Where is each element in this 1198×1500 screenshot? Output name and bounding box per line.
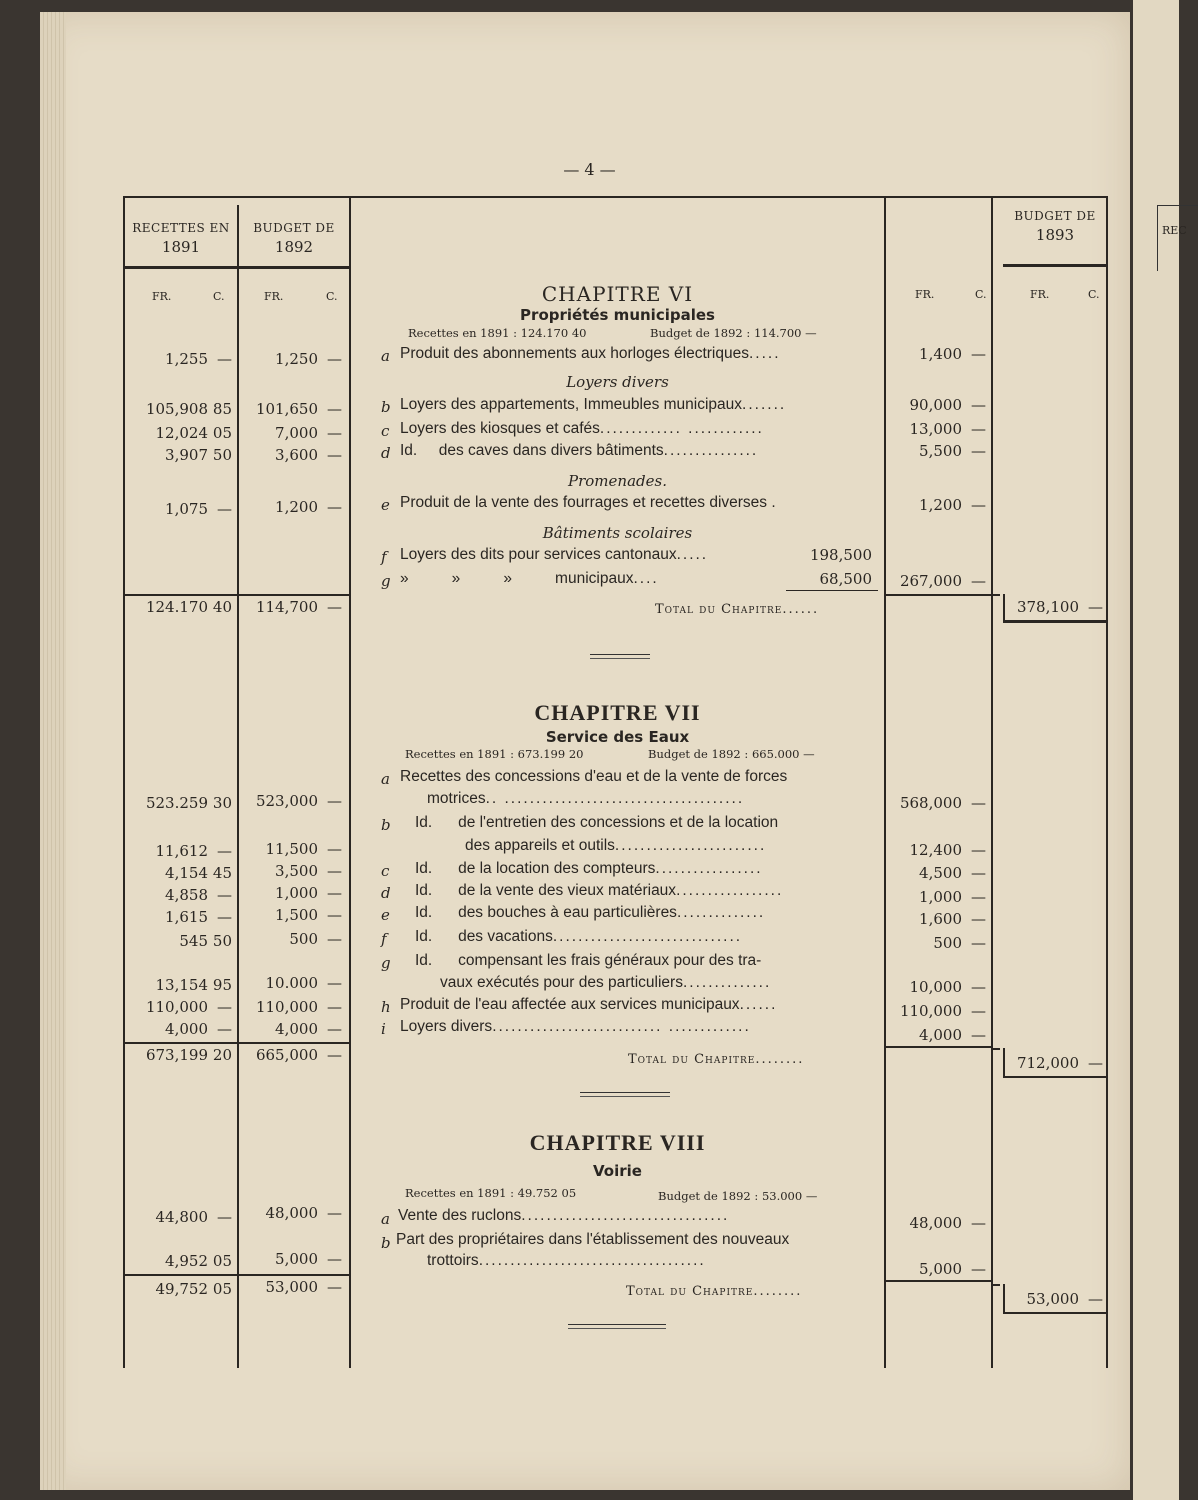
table-row-7d-1891: 4,858 — [165,886,232,904]
table-row-7b-letter: b [381,816,391,834]
table-row-8b-1892: 5,000 — [275,1250,342,1268]
chapter-7-recettes-note: Recettes en 1891 : 673.199 20 [405,747,584,761]
chapter-7-subtitle: Service des Eaux [545,728,690,746]
table-row-7c-1891: 4,154 45 [165,864,232,882]
header-budget-1893 [1000,210,1110,244]
table-row-7f-1891: 545 50 [179,932,232,950]
table-row-7e-1892: 1,500 — [275,906,342,924]
table-row-6b-1892: 101,650 — [255,400,342,418]
subtotal-rule-6 [786,590,878,591]
table-row-7a-text-cont: motrices.. ...................................... [427,790,745,807]
facing-page-header [1157,205,1198,271]
total-7-1892: 665,000 — [255,1046,342,1064]
chapter-8-subtitle: Voirie [593,1162,642,1180]
table-row-8a-1893: 48,000 — [909,1214,986,1232]
table-row-7g-1892: 10.000 — [265,974,342,992]
table-row-6d-1892: 3,600 — [275,446,342,464]
table-row-7f-1892: 500 — [289,930,342,948]
table-row-6c-1893: 13,000 — [909,420,986,438]
header-budget-1893-label: BUDGET DE [1014,209,1096,223]
table-top-rule [123,196,1108,198]
chapter-7-title: CHAPITRE VII [534,700,701,725]
header-recettes-1891 [127,222,235,256]
table-row-6c-letter: c [381,422,390,440]
col-rule-right [1106,196,1108,1368]
table-row-7h-1893: 110,000 — [899,1002,986,1020]
table-row-7a-1892: 523,000 — [255,792,342,810]
table-row-7c-text: Id. de la location des compteurs................. [415,860,763,877]
total-6-1891: 124.170 40 [145,598,232,616]
table-row-6e-text: Produit de la vente des fourrages et recettes diverses . [400,494,776,511]
table-row-6d-letter: d [381,444,391,462]
ornament-rule-8 [568,1324,666,1329]
table-row-7g-text: Id. compensant les frais généraux pour des tra- [415,952,762,969]
total-rule-7-mid [884,1046,991,1048]
chapter-6-recettes-note: Recettes en 1891 : 124.170 40 [408,326,587,340]
col-rule-left [123,196,125,1368]
table-row-7a-letter: a [381,770,390,788]
total-6-1893: 378,100 — [1016,598,1103,616]
table-row-6a-1892: 1,250 — [275,350,342,368]
table-row-7g-1893: 10,000 — [909,978,986,996]
table-row-8b-text-cont: trottoirs.................................... [427,1252,706,1269]
header-budget-1892-label: BUDGET DE [253,221,335,235]
total-rule-8-mid [884,1280,991,1282]
table-row-7d-letter: d [381,884,391,902]
table-row-7b-1893: 12,400 — [909,841,986,859]
table-row-7b-text-cont: des appareils et outils........................ [465,837,767,854]
table-row-6g-letter: g [381,572,391,590]
table-row-8a-1891: 44,800 — [155,1208,232,1226]
header-budget-1892 [240,222,348,256]
table-row-7d-1893: 1,000 — [919,888,986,906]
table-row-7h-text: Produit de l'eau affectée aux services municipaux...... [400,996,778,1013]
table-row-7c-letter: c [381,862,390,880]
table-row-6b-1891: 105,908 85 [145,400,232,418]
total-7-1893: 712,000 — [1016,1054,1103,1072]
table-row-6b-text: Loyers des appartements, Immeubles municipaux....... [400,396,787,413]
table-row-7a-1891: 523.259 30 [145,794,232,812]
table-row-7f-letter: f [381,930,387,948]
c-label-col2: C. [326,290,338,303]
section-loyers-divers: Loyers divers [566,373,669,391]
total-7-double-rule [1003,1076,1106,1078]
total-rule-8-left [125,1274,349,1276]
table-row-8b-1893: 5,000 — [919,1260,986,1278]
c-label-col3: C. [975,288,987,301]
table-row-8a-text: Vente des ruclons................................. [398,1207,730,1224]
table-row-6d-text: Id. des caves dans divers bâtiments............... [400,442,759,459]
col-rule-1 [237,205,239,1368]
fr-label-col1: FR. [152,290,172,303]
table-row-7a-1893: 568,000 — [899,794,986,812]
table-row-7f-1893: 500 — [933,934,986,952]
table-row-6f-letter: f [381,548,387,566]
table-row-7i-text: Loyers divers........................... ............. [400,1018,751,1035]
total-rule-6-stub [991,594,1000,596]
page-edge-stack [40,12,66,1490]
total-6-1892: 114,700 — [255,598,342,616]
table-row-7h-1891: 110,000 — [145,998,232,1016]
table-row-7f-text: Id. des vacations.............................. [415,928,743,945]
table-row-6a-text: Produit des abonnements aux horloges électriques..... [400,345,781,362]
header-recettes-label: RECETTES EN [132,221,230,235]
table-row-7g-letter: g [381,954,391,972]
table-row-6g-subtotal: 68,500 [819,570,872,588]
fr-label-col3: FR. [915,288,935,301]
table-row-6a-1891: 1,255 — [165,350,232,368]
total-rule-6-mid [884,594,991,596]
table-row-7e-1891: 1,615 — [165,908,232,926]
total-8-label: Total du Chapitre........ [626,1284,803,1299]
total-rule-7-stub [991,1048,1000,1050]
total-8-1893: 53,000 — [1026,1290,1103,1308]
table-row-8a-letter: a [381,1210,390,1228]
table-row-6c-1891: 12,024 05 [155,424,232,442]
table-row-8b-1891: 4,952 05 [165,1252,232,1270]
table-row-7c-1893: 4,500 — [919,864,986,882]
table-row-6a-letter: a [381,347,390,365]
table-row-7g-text-cont: vaux exécutés pour des particuliers.............. [440,974,772,991]
table-row-6c-text: Loyers des kiosques et cafés............. ............ [400,420,764,437]
table-row-7i-1891: 4,000 — [165,1020,232,1038]
total-6-double-rule [1003,620,1106,623]
table-row-7b-text: Id. de l'entretien des concessions et de la location [415,814,779,831]
facing-page-header-text: REC [1162,224,1187,237]
header-budget-1892-year: 1892 [274,238,314,257]
total-7-1891: 673,199 20 [145,1046,232,1064]
table-row-6b-1893: 90,000 — [909,396,986,414]
table-row-7e-text: Id. des bouches à eau particulières.............. [415,904,766,921]
table-row-6d-1893: 5,500 — [919,442,986,460]
total-rule-7-left [125,1042,349,1044]
fr-label-col4: FR. [1030,288,1050,301]
ornament-rule-7 [580,1092,670,1097]
table-row-7h-1892: 110,000 — [255,998,342,1016]
table-row-6d-1891: 3,907 50 [165,446,232,464]
table-row-6e-1893: 1,200 — [919,496,986,514]
table-row-7b-1892: 11,500 — [265,840,342,858]
header-budget-1893-year: 1893 [1035,226,1075,245]
table-row-7i-letter: i [381,1020,386,1038]
table-row-6c-1892: 7,000 — [275,424,342,442]
section-promenades: Promenades. [568,472,667,490]
table-row-6e-1891: 1,075 — [165,500,232,518]
total-8-1891: 49,752 05 [155,1280,232,1298]
chapter-8-recettes-note: Recettes en 1891 : 49.752 05 [405,1186,577,1200]
table-row-7d-1892: 1,000 — [275,884,342,902]
table-row-7d-text: Id. de la vente des vieux matériaux................. [415,882,784,899]
facing-page-fragment [1133,0,1187,1500]
table-row-7c-1892: 3,500 — [275,862,342,880]
table-row-7b-1891: 11,612 — [155,842,232,860]
table-row-7h-letter: h [381,998,391,1016]
total-rule-8-stub [991,1284,1000,1286]
total-rule-6-left [125,594,349,596]
table-row-6e-letter: e [381,496,390,514]
header-rule-left [125,266,349,269]
col-rule-3 [884,196,886,1368]
total-7-label: Total du Chapitre........ [628,1052,805,1067]
c-label-col1: C. [213,290,225,303]
table-row-6g-text: » » » municipaux.... [400,570,659,587]
total-8-double-rule [1003,1312,1106,1314]
total-6-label: Total du Chapitre...... [655,602,820,617]
ornament-rule-6 [590,654,650,659]
table-row-7e-letter: e [381,906,390,924]
total-8-1892: 53,000 — [265,1278,342,1296]
table-row-7a-text: Recettes des concessions d'eau et de la vente de forces [400,768,788,785]
table-row-7i-1893: 4,000 — [919,1026,986,1044]
table-row-8a-1892: 48,000 — [265,1204,342,1222]
chapter-6-budget-note: Budget de 1892 : 114.700 — [650,326,817,340]
table-row-6g-1893: 267,000 — [899,572,986,590]
chapter-8-budget-note: Budget de 1892 : 53.000 — [658,1189,818,1203]
table-row-8b-text: Part des propriétaires dans l'établissement des nouveaux [396,1231,790,1248]
header-rule-right [1003,264,1106,267]
table-row-6f-subtotal: 198,500 [809,546,872,564]
section-batiments-scolaires: Bâtiments scolaires [542,524,693,542]
c-label-col4: C. [1088,288,1100,301]
table-row-7i-1892: 4,000 — [275,1020,342,1038]
table-row-6a-1893: 1,400 — [919,345,986,363]
table-row-6b-letter: b [381,398,391,416]
table-row-6e-1892: 1,200 — [275,498,342,516]
table-row-8b-letter: b [381,1234,391,1252]
header-recettes-year: 1891 [161,238,201,257]
table-row-7e-1893: 1,600 — [919,910,986,928]
page-number: — 4 — [563,160,616,179]
table-row-6f-text: Loyers des dits pour services cantonaux..... [400,546,709,563]
fr-label-col2: FR. [264,290,284,303]
chapter-8-title: CHAPITRE VIII [529,1130,706,1155]
col-rule-2 [349,196,351,1368]
chapter-6-title: CHAPITRE VI [541,282,694,306]
col-rule-4 [991,196,993,1368]
chapter-7-budget-note: Budget de 1892 : 665.000 — [648,747,815,761]
table-row-7g-1891: 13,154 95 [155,976,232,994]
chapter-6-subtitle: Propriétés municipales [520,306,715,324]
